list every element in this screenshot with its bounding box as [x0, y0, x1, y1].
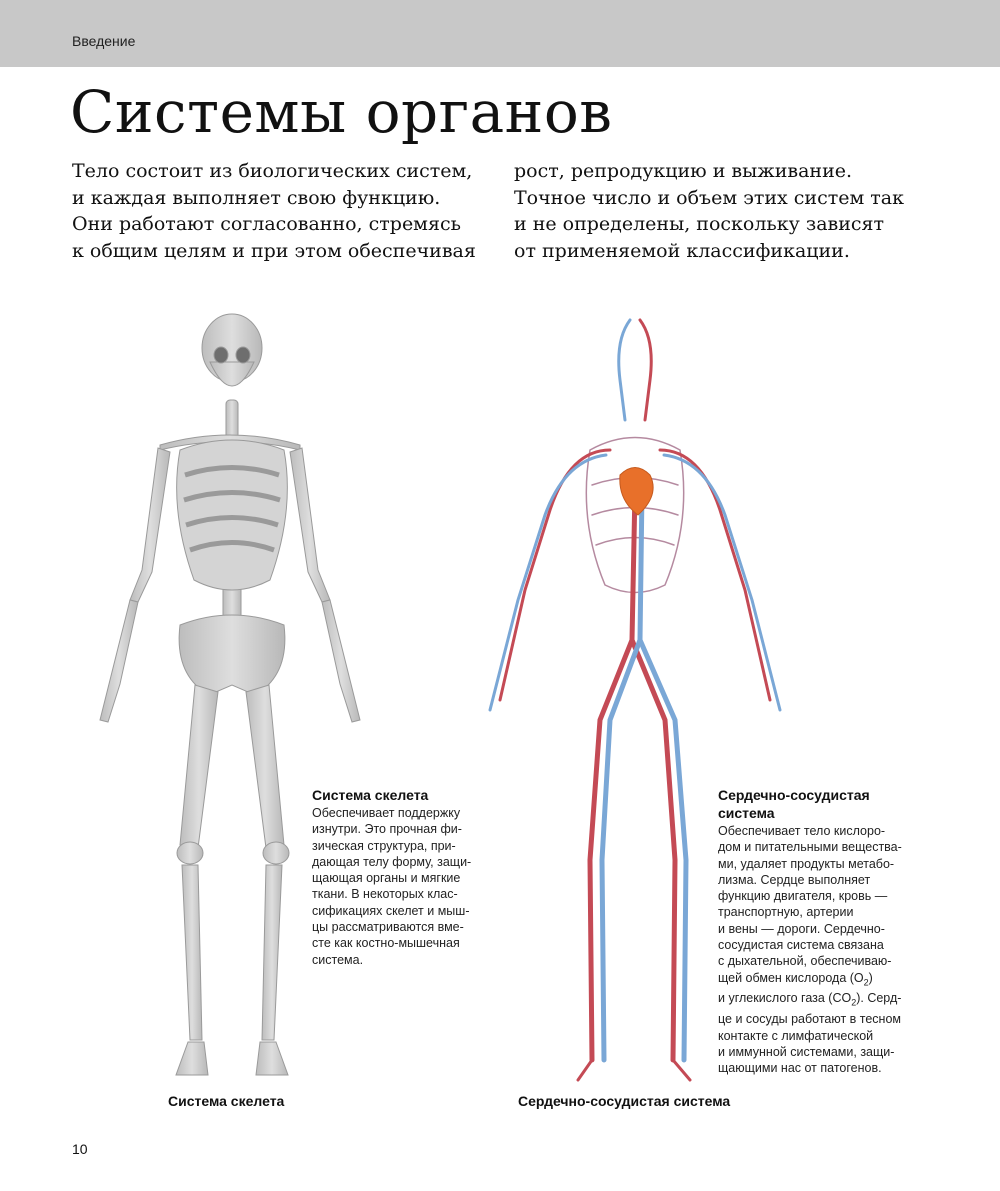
skeleton-caption — [312, 786, 492, 968]
caption-line: зическая структура, при- — [312, 838, 456, 853]
cardio-figure-label: Сердечно-сосудистая система — [518, 1093, 731, 1109]
caption-line: сте как костно-мышечная — [312, 936, 460, 951]
cardio-caption-title-line: система — [718, 805, 775, 821]
caption-line: щающими нас от патогенов. — [718, 1061, 882, 1076]
page-number: 10 — [72, 1141, 88, 1157]
caption-subscript: 2 — [851, 997, 857, 1008]
intro-right-column — [514, 158, 934, 264]
caption-line: це и сосуды работают в тесном — [718, 1012, 902, 1027]
skeleton-caption-title: Система скелета — [312, 787, 429, 803]
intro-line: и каждая выполняет свою функцию. — [72, 186, 441, 209]
intro-line: от применяемой классификации. — [514, 239, 850, 262]
header-bar — [0, 0, 1000, 67]
caption-line: Обеспечивает тело кислоро- — [718, 824, 886, 838]
caption-text: ) — [868, 970, 873, 985]
caption-line: контакте с лимфатической — [718, 1028, 874, 1043]
caption-line: система. — [312, 952, 364, 967]
caption-line-o2 — [718, 970, 928, 991]
caption-text: щей обмен кислорода (O — [718, 970, 864, 985]
caption-text: и углекислого газа (CO — [718, 991, 852, 1006]
caption-line: транспортную, артерии — [718, 905, 854, 920]
caption-line: лизма. Сердце выполняет — [718, 872, 871, 887]
page-title: Системы органов — [70, 78, 613, 146]
intro-line: рост, репродукцию и выживание. — [514, 160, 853, 182]
caption-line: дом и питательными вещества- — [718, 840, 902, 855]
intro-left-column — [72, 158, 492, 264]
caption-line-co2 — [718, 990, 928, 1011]
caption-line: с дыхательной, обеспечиваю- — [718, 954, 892, 969]
intro-line: к общим целям и при этом обеспечивая — [72, 239, 476, 262]
caption-text: ). Серд- — [856, 991, 902, 1006]
caption-line: щающая органы и мягкие — [312, 871, 461, 886]
caption-line: и иммунной системами, защи- — [718, 1044, 895, 1059]
section-label: Введение — [72, 33, 136, 49]
caption-line: функцию двигателя, кровь — — [718, 889, 888, 904]
caption-subscript: 2 — [863, 977, 869, 988]
intro-line: Они работают согласованно, стремясь — [72, 213, 461, 235]
caption-line: дающая телу форму, защи- — [312, 854, 472, 869]
caption-line: изнутри. Это прочная фи- — [312, 822, 462, 837]
skeleton-figure-label: Система скелета — [168, 1093, 285, 1109]
caption-line: сификациях скелет и мыш- — [312, 903, 470, 918]
caption-line: Обеспечивает поддержку — [312, 806, 461, 820]
intro-line: и не определены, поскольку зависят — [514, 213, 885, 235]
cardio-caption — [718, 786, 928, 1076]
cardio-caption-title-line: Сердечно-сосудистая — [718, 787, 870, 803]
caption-line: ткани. В некоторых клас- — [312, 887, 458, 902]
caption-line: сосудистая система связана — [718, 938, 884, 953]
cardio-caption-title — [718, 786, 928, 822]
caption-line: цы рассматриваются вме- — [312, 920, 464, 935]
caption-line: и вены — дороги. Сердечно- — [718, 921, 885, 936]
skeleton-illustration — [80, 300, 400, 1090]
caption-line: ми, удаляет продукты метабо- — [718, 856, 895, 871]
intro-line: Тело состоит из биологических систем, — [72, 160, 473, 182]
intro-line: Точное число и объем этих систем так — [514, 186, 905, 209]
